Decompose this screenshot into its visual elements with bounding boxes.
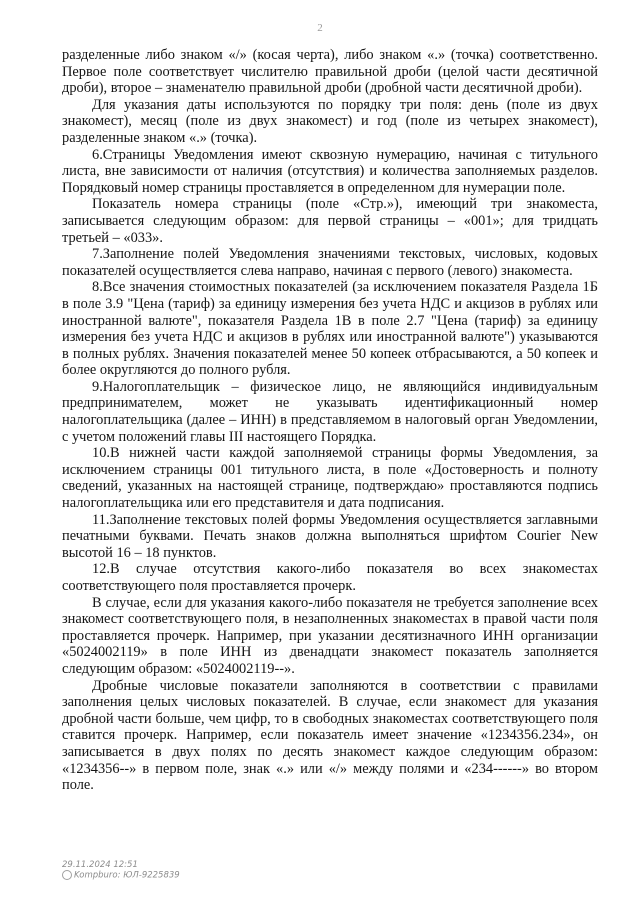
paragraph: 8.Все значения стоимостных показателей (за исключением показателя Раздела 1Б в поле 3.9 "Цена (тариф) за единицу измерения без учета НДС и акцизов в рублях или иностранной валюте", показателя Раздела 1В в поле 2.7 "Цена (тариф) за единицу измерения без учета НДС и акцизов в рублях или иностранной валюте") указываются в полных рублях. Значения показателей менее 50 копеек отбрасываются, а 50 копеек и более округляются до полного рубля. (62, 279, 598, 379)
paragraph: 9.Налогоплательщик – физическое лицо, не являющийся индивидуальным предпринимателем, может не указывать идентификационный номер налогоплательщика (далее – ИНН) в представляемом в налоговый орган Уведомлении, с учетом положений главы III настоящего Порядка. (62, 378, 598, 445)
paragraph: Показатель номера страницы (поле «Стр.»), имеющий три знакоместа, записывается следующим образом: для первой страницы – «001»; для тридцать третьей – «033». (62, 196, 598, 246)
stamp-datetime: 29.11.2024 12:51 (62, 860, 138, 870)
stamp-source-text: Kompburo: ЮЛ-9225839 (74, 870, 180, 881)
paragraph: Для указания даты используются по порядку три поля: день (поле из двух знакомест), месяц (поле из двух знакомест) и год (поле из четырех знакомест), разделенные знаком «.» (точка). (62, 96, 598, 146)
page-number: 2 (317, 22, 323, 34)
stamp-icon (62, 870, 72, 880)
document-body (62, 47, 598, 794)
paragraph: Дробные числовые показатели заполняются в соответствии с правилами заполнения целых числовых показателей. В случае, если знакомест для указания дробной части больше, чем цифр, то в свободных знакоместах соответствующего поля ставится прочерк. Например, если показатель имеет значение «1234356.234», он записывается в двух полях по десять знакомест каждое следующим образом: «1234356--» в первом поле, знак «.» или «/» между полями и «234------» во втором поле. (62, 677, 598, 794)
paragraph: 10.В нижней части каждой заполняемой страницы формы Уведомления, за исключением страницы 001 титульного листа, в поле «Достоверность и полноту сведений, указанных на настоящей странице, подтверждаю» проставляются подпись налогоплательщика или его представителя и дата подписания. (62, 445, 598, 512)
paragraph: разделенные либо знаком «/» (косая черта), либо знаком «.» (точка) соответственно. Первое поле соответствует числителю правильной дроби (целой части десятичной дроби), второе – знаменателю правильной дроби (дробной части десятичной дроби). (62, 47, 598, 97)
paragraph: В случае, если для указания какого-либо показателя не требуется заполнение всех знакомест соответствующего поля, в незаполненных знакоместах в правой части поля проставляется прочерк. Например, при указании десятизначного ИНН организации «5024002119» в поле ИНН из двенадцати знакомест показатель заполняется следующим образом: «5024002119--». (62, 594, 598, 677)
paragraph: 6.Страницы Уведомления имеют сквозную нумерацию, начиная с титульного листа, вне зависимости от наличия (отсутствия) и количества заполняемых разделов. Порядковый номер страницы проставляется в определенном для нумерации поле. (62, 146, 598, 196)
paragraph: 12.В случае отсутствия какого-либо показателя во всех знакоместах соответствующего поля проставляется прочерк. (62, 561, 598, 594)
paragraph: 11.Заполнение текстовых полей формы Уведомления осуществляется заглавными печатными буквами. Печать знаков должна выполняться шрифтом Courier New высотой 16 – 18 пунктов. (62, 511, 598, 561)
footer-stamp (62, 860, 180, 881)
stamp-source (62, 870, 180, 881)
paragraph: 7.Заполнение полей Уведомления значениями текстовых, числовых, кодовых показателей осуществляется слева направо, начиная с первого (левого) знакоместа. (62, 246, 598, 279)
